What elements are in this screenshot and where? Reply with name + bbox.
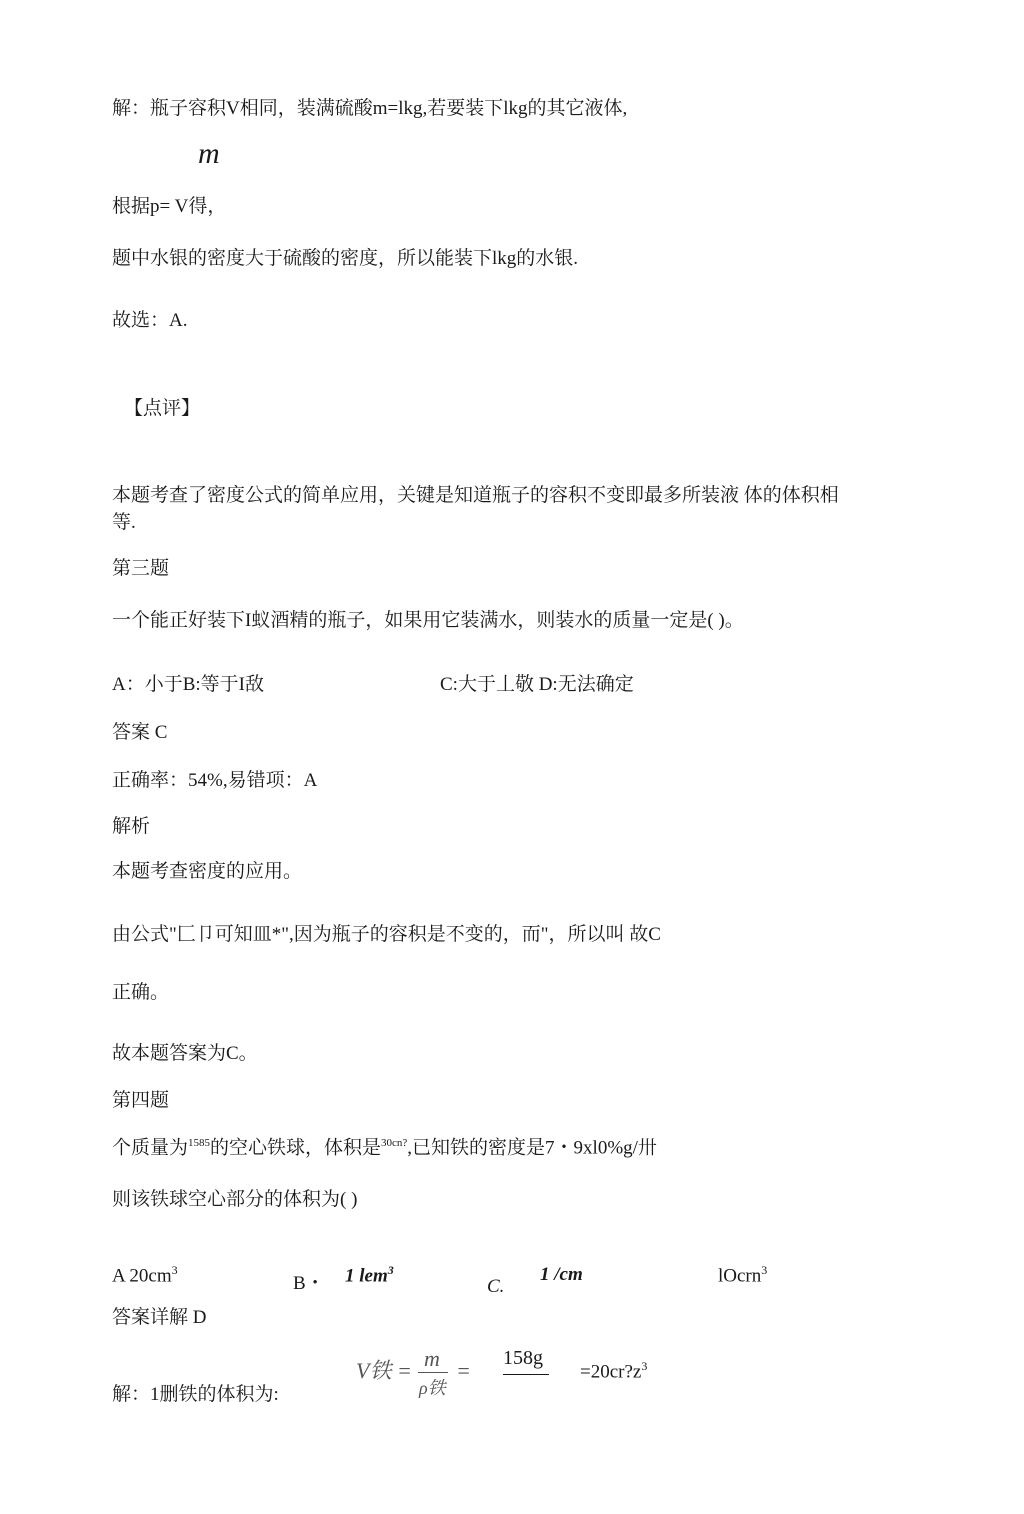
- question-3-answer: 答案 C: [112, 722, 168, 743]
- option-d-text: lOcrn: [718, 1265, 762, 1287]
- analysis-text-3: 正确。: [112, 982, 170, 1003]
- formula-result: [580, 1360, 647, 1383]
- option-a: [112, 1264, 178, 1287]
- comment-heading: 【点评】: [124, 398, 201, 419]
- formula-result-sup: 3: [641, 1359, 648, 1373]
- formula-denominator: ρ铁: [419, 1378, 446, 1398]
- q4-text-a: 个质量为: [112, 1137, 189, 1159]
- question-3-heading: 第三题: [112, 558, 170, 579]
- question-4-text: [112, 1137, 657, 1159]
- option-b-label: B・: [293, 1273, 325, 1294]
- q4-mass: 1585: [188, 1137, 211, 1149]
- answer-choice-line: 故选：A.: [112, 310, 188, 331]
- formula-m: m: [198, 137, 220, 170]
- solution-4-line: 解：1删铁的体积为:: [112, 1384, 279, 1405]
- formula-mass-bar: [503, 1374, 549, 1375]
- formula-fraction-bar: [418, 1372, 448, 1373]
- analysis-text-2: 由公式"匚卩可知皿*",因为瓶子的容积是不变的，而"，所以叫 故C: [112, 924, 661, 945]
- q4-volume: 30cn?: [381, 1137, 408, 1149]
- comment-text-2: 等.: [112, 512, 136, 533]
- option-c-label: C.: [487, 1276, 505, 1297]
- volume-formula-lhs: V铁 =: [356, 1358, 412, 1383]
- option-d: [718, 1264, 767, 1287]
- comment-text-1: 本题考查了密度公式的简单应用，关键是知道瓶子的容积不变即最多所装液 体的体积相: [112, 485, 839, 506]
- option-a-text: A 20cm: [112, 1265, 172, 1287]
- question-4-prompt: 则该铁球空心部分的体积为( ): [112, 1189, 358, 1210]
- q4-text-e: ,已知铁的密度是7・9xl0%g/卅: [407, 1137, 657, 1159]
- question-3-options-ab: A：小于B:等于I敌: [112, 674, 265, 695]
- option-c: 1 /cm: [540, 1264, 583, 1285]
- question-3-options-cd: C:大于丄敬 D:无法确定: [440, 674, 634, 695]
- analysis-text-1: 本题考查密度的应用。: [112, 861, 303, 882]
- option-b-text: 1 lem: [345, 1265, 388, 1287]
- question-3-accuracy: 正确率：54%,易错项：A: [112, 770, 318, 791]
- analysis-answer: 故本题答案为C。: [112, 1043, 258, 1064]
- formula-result-text: =20cr?z: [580, 1361, 642, 1383]
- question-3-text: 一个能正好装下I蚁酒精的瓶子，如果用它装满水，则装水的质量一定是( )。: [112, 610, 744, 631]
- solution-line: 解：瓶子容积V相同，装满硫酸m=lkg,若要装下lkg的其它液体,: [112, 98, 628, 119]
- analysis-heading: 解析: [112, 816, 151, 837]
- density-formula-line: 根据p= V得，: [112, 196, 227, 217]
- option-a-sup: 3: [171, 1263, 178, 1277]
- formula-numerator: m: [424, 1346, 440, 1371]
- q4-text-c: 的空心铁球，体积是: [210, 1137, 382, 1159]
- formula-mass-value: 158g: [503, 1347, 543, 1369]
- option-b-sup: 3: [387, 1263, 394, 1277]
- option-b: [345, 1264, 394, 1287]
- question-4-heading: 第四题: [112, 1090, 170, 1111]
- option-d-sup: 3: [761, 1263, 768, 1277]
- conclusion-line: 题中水银的密度大于硫酸的密度，所以能装下lkg的水银.: [112, 248, 579, 269]
- formula-equals: =: [456, 1358, 471, 1383]
- question-4-answer: 答案详解 D: [112, 1307, 207, 1328]
